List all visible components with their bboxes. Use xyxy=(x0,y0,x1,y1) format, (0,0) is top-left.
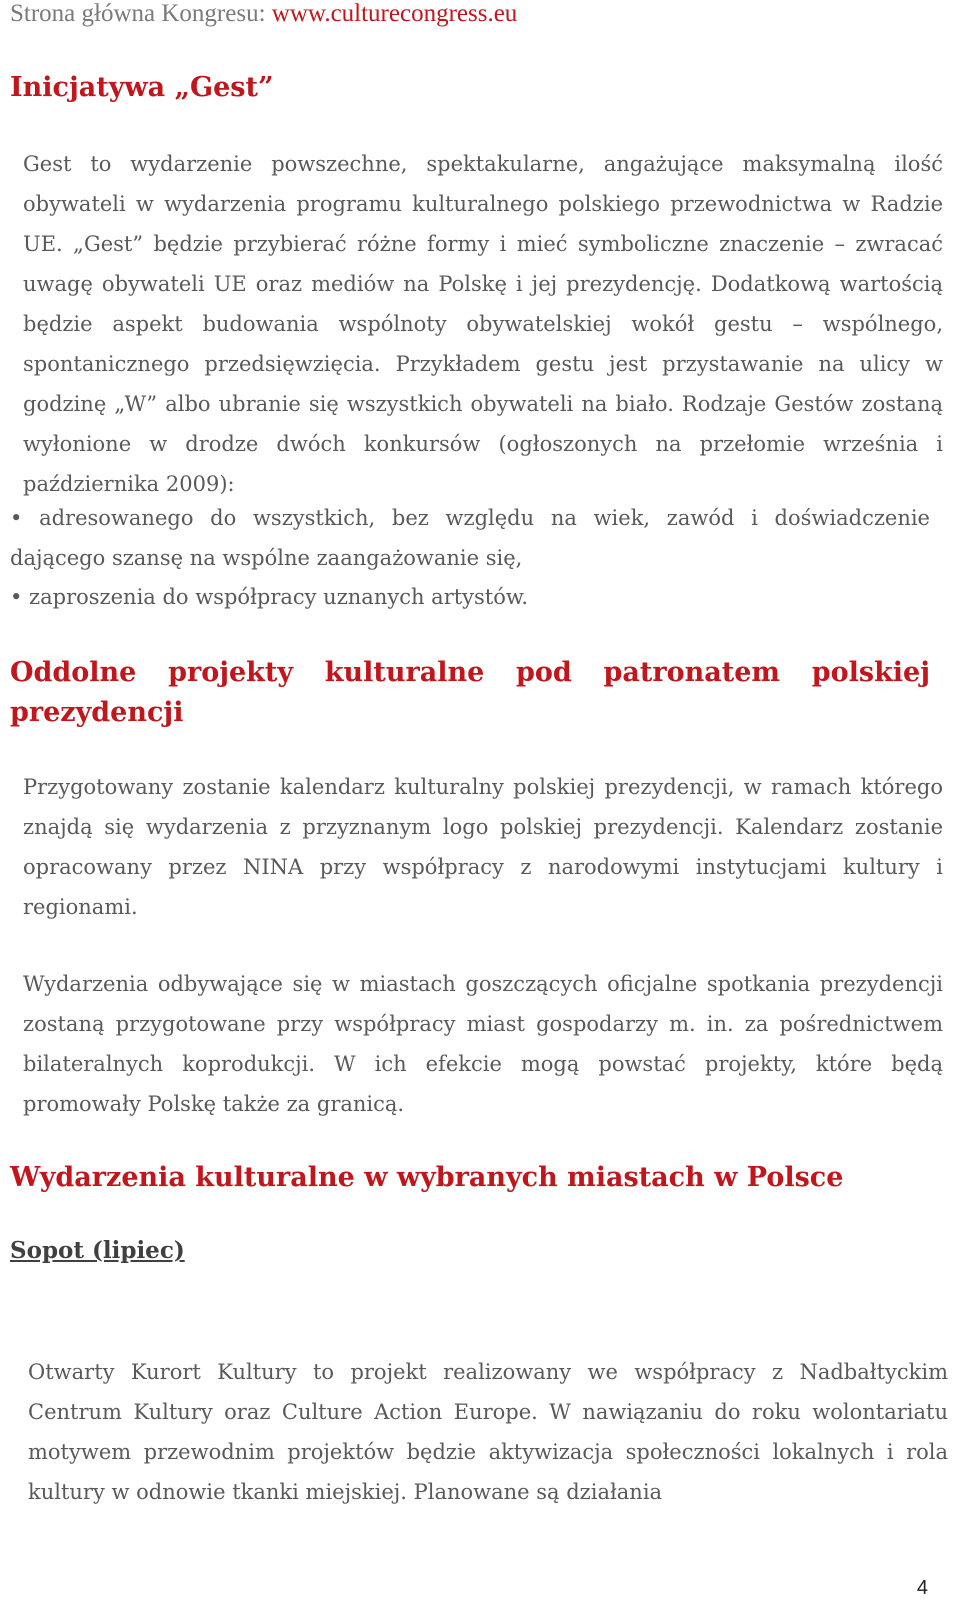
section-title-miasta: Wydarzenia kulturalne w wybranych miastach w Polsce xyxy=(10,1162,844,1193)
section-title-gest: Inicjatywa „Gest” xyxy=(10,72,274,103)
gest-paragraph: Gest to wydarzenie powszechne, spektakularne, angażujące maksymalną ilość obywateli w wydarzenia programu kulturalnego polskiego przewodnictwa w Radzie UE. „Gest” będzie przybierać różne formy i mieć symboliczne znaczenie – zwracać uwagę obywateli UE oraz mediów na Polskę i jej prezydencję. Dodatkową wartością będzie aspekt budowania wspólnoty obywatelskiej wokół gestu – wspólnego, spontanicznego przedsięwzięcia. Przykładem gestu jest przystawanie na ulicy w godzinę „W” albo ubranie się wszystkich obywateli na biało. Rodzaje Gestów zostaną wyłonione w drodze dwóch konkursów (ogłoszonych na przełomie września i października 2009): xyxy=(23,152,943,496)
section-title-oddolne: Oddolne projekty kulturalne pod patronatem polskiej prezydencji xyxy=(10,657,930,728)
sopot-paragraph: Otwarty Kurort Kultury to projekt realizowany we współpracy z Nadbałtyckim Centrum Kultury oraz Culture Action Europe. W nawiązaniu do roku wolontariatu motywem przewodnim projektów będzie aktywizacja społeczności lokalnych i rola kultury w odnowie tkanki miejskiej. Planowane są działania xyxy=(28,1360,948,1504)
page-number: 4 xyxy=(916,1577,928,1599)
congress-homepage-line xyxy=(10,0,517,28)
gest-bullet-2: • zaproszenia do współpracy uznanych artystów. xyxy=(10,585,529,609)
city-subtitle-sopot: Sopot (lipiec) xyxy=(10,1237,185,1264)
gest-bullet-1: • adresowanego do wszystkich, bez względu na wiek, zawód i doświadczenie dającego szansę na wspólne zaangażowanie się, xyxy=(10,506,930,570)
congress-link[interactable]: www.culturecongress.eu xyxy=(271,0,518,27)
oddolne-paragraph-1: Przygotowany zostanie kalendarz kulturalny polskiej prezydencji, w ramach którego znajdą się wydarzenia z przyznanym logo polskiej prezydencji. Kalendarz zostanie opracowany przez NINA przy współpracy z narodowymi instytucjami kultury i regionami. xyxy=(23,775,943,919)
oddolne-paragraph-2: Wydarzenia odbywające się w miastach goszczących oficjalne spotkania prezydencji zostaną przygotowane przy współpracy miast gospodarzy m. in. za pośrednictwem bilateralnych koprodukcji. W ich efekcie mogą powstać projekty, które będą promowały Polskę także za granicą. xyxy=(23,972,943,1116)
homepage-label: Strona główna Kongresu: xyxy=(10,0,272,27)
